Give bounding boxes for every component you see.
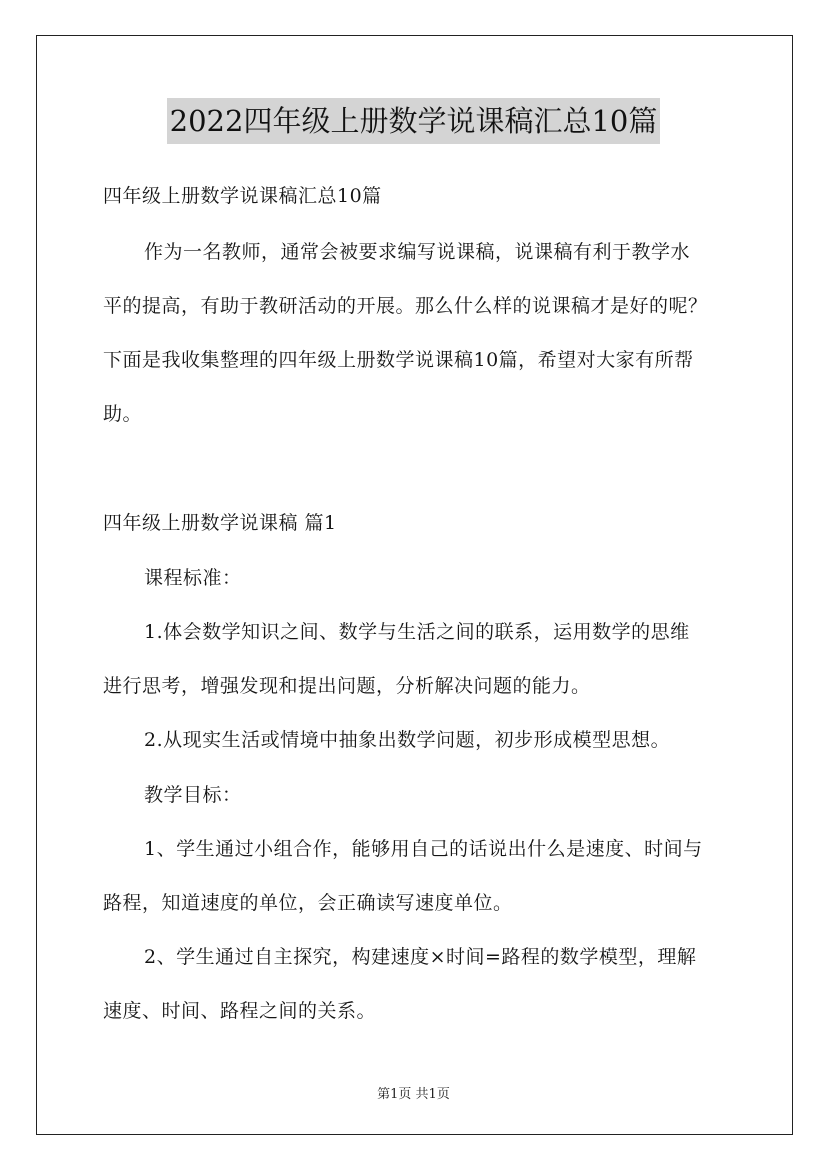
goal-line-4: 速度、时间、路程之间的关系。 <box>103 1000 377 1022</box>
goal-line-1: 1、学生通过小组合作，能够用自己的话说出什么是速度、时间与 <box>144 838 703 860</box>
intro-line-2: 平的提高，有助于教研活动的开展。那么什么样的说课稿才是好的呢？ <box>103 295 708 317</box>
standard-line-1: 1.体会数学知识之间、数学与生活之间的联系，运用数学的思维 <box>144 621 690 643</box>
goal-line-3: 2、学生通过自主探究，构建速度×时间=路程的数学模型，理解 <box>144 946 697 968</box>
section-heading: 四年级上册数学说课稿 篇1 <box>103 512 337 534</box>
standard-line-3: 2.从现实生活或情境中抽象出数学问题，初步形成模型思想。 <box>144 729 671 751</box>
page-footer: 第1页 共1页 <box>377 1087 450 1102</box>
standard-line-2: 进行思考，增强发现和提出问题，分析解决问题的能力。 <box>103 675 591 697</box>
document-subtitle: 四年级上册数学说课稿汇总10篇 <box>103 185 382 207</box>
intro-line-1: 作为一名教师，通常会被要求编写说课稿，说课稿有利于教学水 <box>144 241 691 263</box>
goal-line-2: 路程，知道速度的单位，会正确读写速度单位。 <box>103 892 513 914</box>
course-standard-label: 课程标准： <box>144 567 242 589</box>
intro-line-4: 助。 <box>103 403 143 425</box>
title-container <box>0 98 827 144</box>
document-title: 2022四年级上册数学说课稿汇总10篇 <box>167 98 661 144</box>
goals-label: 教学目标： <box>144 784 242 806</box>
intro-line-3: 下面是我收集整理的四年级上册数学说课稿10篇，希望对大家有所帮 <box>103 349 694 371</box>
